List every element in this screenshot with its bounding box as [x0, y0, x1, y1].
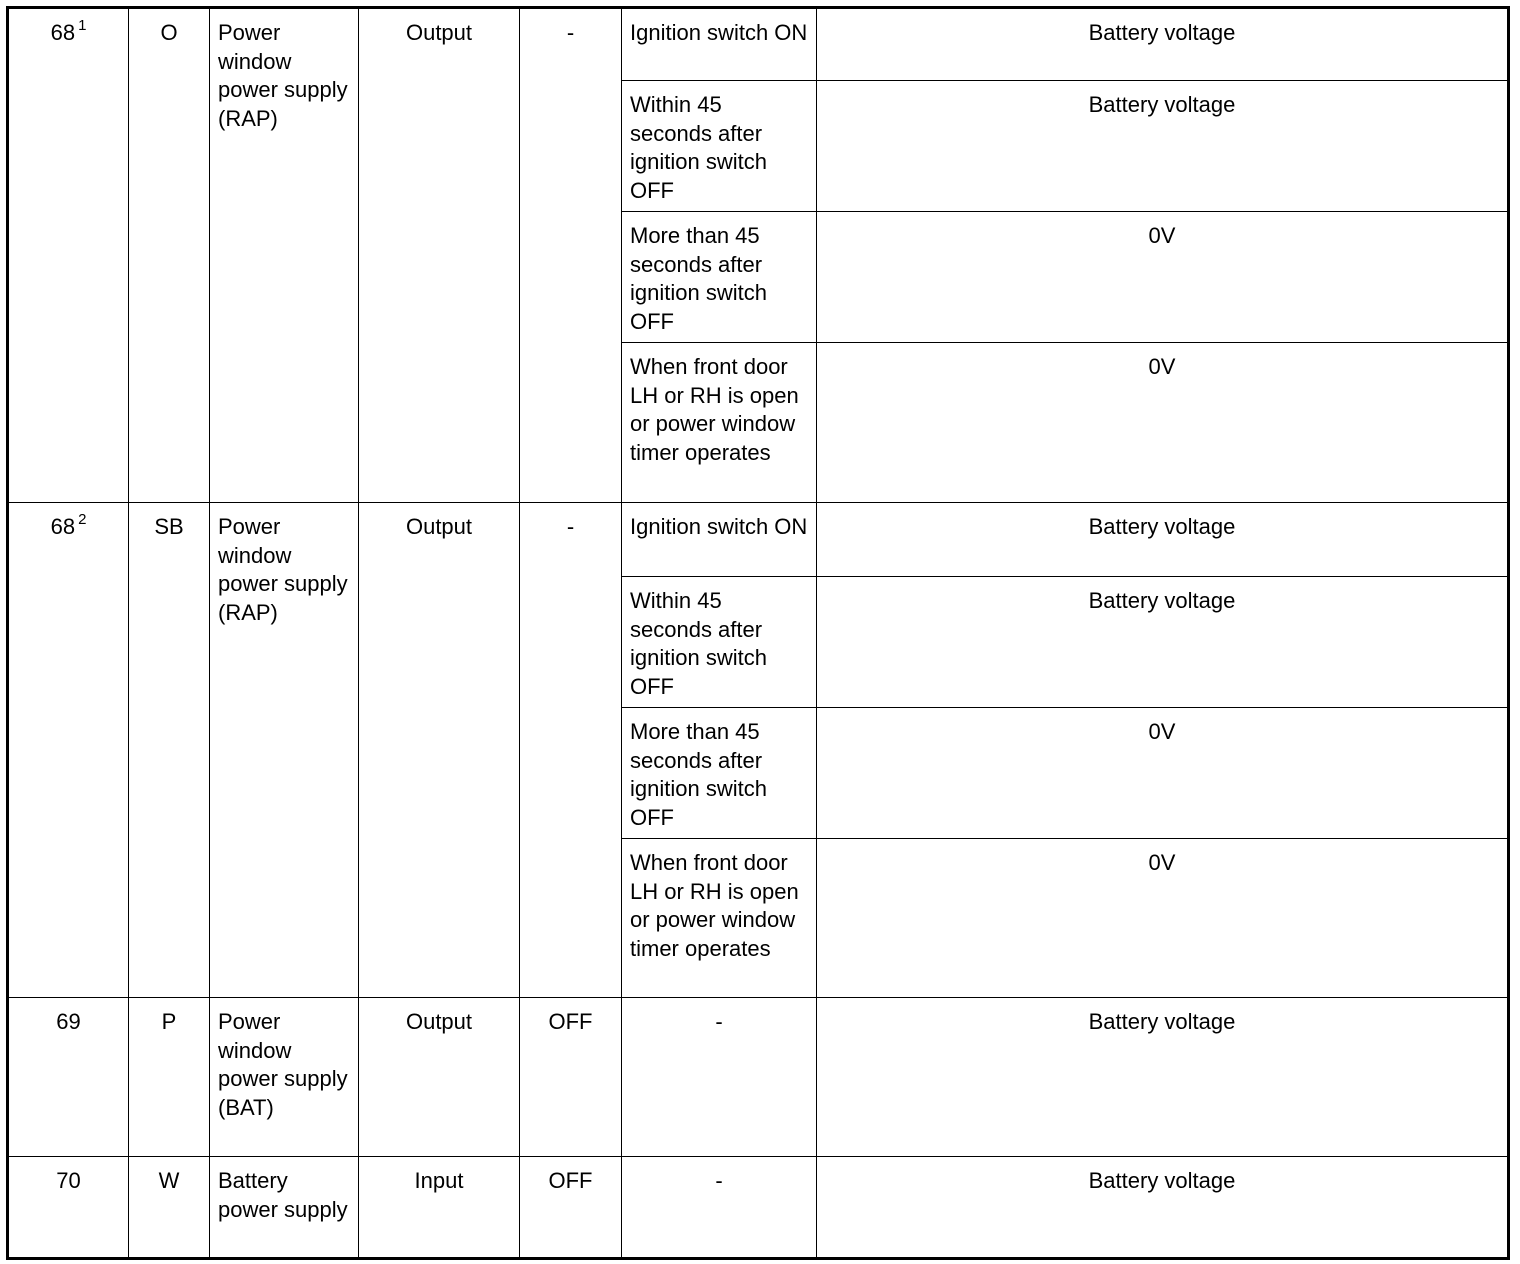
table-row	[8, 503, 1509, 577]
input-output: Output	[359, 503, 520, 998]
value: Battery voltage	[817, 1157, 1509, 1259]
value: Battery voltage	[817, 8, 1509, 81]
terminal-no: 68 $^1$	[8, 8, 129, 503]
terminal-no: 68 $^2$	[8, 503, 129, 998]
terminal-no: 69	[8, 998, 129, 1157]
condition: Ignition switch ON	[622, 8, 817, 81]
table-row	[8, 8, 1509, 81]
condition: More than 45 seconds after ignition switch OFF	[622, 708, 817, 839]
condition: Within 45 seconds after ignition switch OFF	[622, 81, 817, 212]
input-output: Output	[359, 998, 520, 1157]
wire-color: W	[129, 1157, 210, 1259]
input-output: Output	[359, 8, 520, 503]
terminal-spec-table	[6, 6, 1510, 1260]
table-row	[8, 998, 1509, 1157]
signal-name: Power window power supply (RAP)	[210, 8, 359, 503]
value: Battery voltage	[817, 81, 1509, 212]
switch-state: -	[520, 8, 622, 503]
value: 0V	[817, 839, 1509, 998]
wire-color: SB	[129, 503, 210, 998]
value: 0V	[817, 708, 1509, 839]
condition: -	[622, 1157, 817, 1259]
switch-state: -	[520, 503, 622, 998]
input-output: Input	[359, 1157, 520, 1259]
condition: -	[622, 998, 817, 1157]
wire-color: P	[129, 998, 210, 1157]
condition: Within 45 seconds after ignition switch OFF	[622, 577, 817, 708]
value: Battery voltage	[817, 998, 1509, 1157]
value: 0V	[817, 343, 1509, 503]
value: 0V	[817, 212, 1509, 343]
condition: Ignition switch ON	[622, 503, 817, 577]
table-row	[8, 1157, 1509, 1259]
wire-color: O	[129, 8, 210, 503]
value: Battery voltage	[817, 503, 1509, 577]
condition: When front door LH or RH is open or power window timer operates	[622, 343, 817, 503]
switch-state: OFF	[520, 998, 622, 1157]
condition: More than 45 seconds after ignition switch OFF	[622, 212, 817, 343]
signal-name: Battery power supply	[210, 1157, 359, 1259]
switch-state: OFF	[520, 1157, 622, 1259]
terminal-no: 70	[8, 1157, 129, 1259]
condition: When front door LH or RH is open or power window timer operates	[622, 839, 817, 998]
value: Battery voltage	[817, 577, 1509, 708]
signal-name: Power window power supply (BAT)	[210, 998, 359, 1157]
signal-name: Power window power supply (RAP)	[210, 503, 359, 998]
